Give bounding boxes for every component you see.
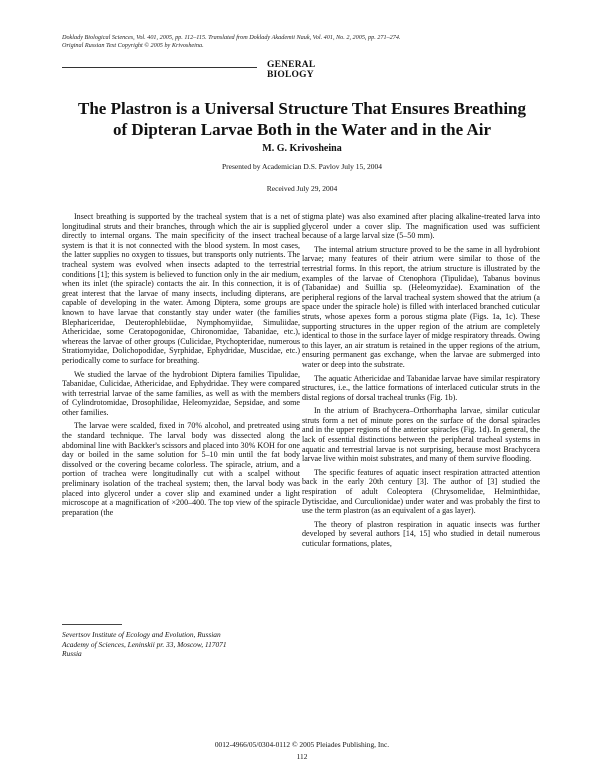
title-line2: of Dipteran Larvae Both in the Water and in the Air (112, 120, 492, 139)
footnote-line2: Academy of Sciences, Leninskii pr. 33, Moscow, 117071 (62, 639, 227, 649)
paragraph: The aquatic Athericidae and Tabanidae larvae have similar respiratory structures, i.e., the lattice formations of interlaced cuticular struts in the distal regions of dorsal tracheal trunks (Fig. 1b). (302, 373, 540, 402)
journal-citation: Doklady Biological Sciences, Vol. 401, 2005, pp. 112–115. Translated from Doklady Akademii Nauk, Vol. 401, No. 2, 2005, pp. 271–274. (62, 34, 401, 41)
journal-header (62, 34, 542, 50)
page-number: 112 (296, 752, 308, 761)
section-name (267, 60, 315, 80)
left-column (62, 212, 300, 521)
section-rule (62, 67, 257, 68)
issn-footer: 0012-4966/05/0304-0112 © 2005 Pleiades Publishing, Inc. (214, 740, 390, 749)
footnote-line1: Severtsov Institute of Ecology and Evolution, Russian (62, 630, 221, 639)
paragraph: Insect breathing is supported by the tracheal system that is a net of longitudinal struts and their branches, through which the air is supplied directly to internal organs. The main specificity of the insect tracheal system is that it is not connected with the blood system. In most cases, the latter supplies no oxygen to tissues, but transports only nutrients. The tracheal system was evolved when insects adapted to the terrestrial conditions [1]; this system is believed to function only in the air medium, when its inlet (the spiracle) contacts the air. In this connection, it is of great interest that the larvae of many insects, including dipterans, are capable of developing in the water. Among Diptera, some groups are known to have larvae that constantly stay under water (the families Blephariceridae, Deuterophlebiidae, Nymphomyiidae, Simuliidae, Athericidae, some Ceratopogonidae, Chironomidae, Tabanidae, etc.), whereas the larvae of other groups (Culicidae, Ptychopteridae, numerous Stratiomyidae, Dolichopodidae, Syrphidae, Ephydridae, Muscidae, etc.) periodically come to surface for breathing. (62, 212, 300, 365)
title-line1: The Plastron is a Universal Structure That Ensures Breathing (77, 99, 527, 118)
paragraph: The larvae were scalded, fixed in 70% alcohol, and pretreated using the standard technique. The larval body was dissected along the abdominal line with Backker's scissors and placed into 30% KOH for one day or boiled in the same solution for 5–10 min until the fat body dissolved or the covering became colorless. The spiracle, atrium, and a portion of trachea were longitudinally cut with a scalpel without preliminary isolation of the tracheal system; then, the larval body was placed into glycerol under a cover slip and examined under a light microscope at a magnification of ×200–400. The top view of the spiracle preparation (the (62, 421, 300, 517)
section-name-line2: BIOLOGY (267, 70, 314, 80)
paragraph: In the atrium of Brachycera–Orthorrhapha larvae, similar cuticular struts form a net of minute pores on the surface of the dorsal spiracles and in the upper regions of the anterior spiracles (Fig. 1d). In general, the lack of essential distinctions between the peripheral tracheal systems in aquatic and terrestrial larvae is not surprising, because most Brachycera larvae live within moist substrates, and many of them survive flooding. (302, 406, 540, 464)
presented-by: Presented by Academician D.S. Pavlov July 15, 2004 (222, 162, 382, 171)
author-name: M. G. Krivosheina (262, 143, 342, 154)
section-name-line1: GENERAL (267, 60, 316, 70)
received-date: Received July 29, 2004 (266, 184, 338, 193)
copyright-line: Original Russian Text Copyright © 2005 by Krivosheina. (62, 42, 204, 49)
footnote-line3: Russia (62, 649, 82, 658)
right-column (302, 212, 540, 553)
article-title (62, 98, 542, 140)
footnote-rule (62, 624, 122, 625)
affiliation-footnote (62, 630, 297, 659)
paragraph: The internal atrium structure proved to be the same in all hydrobiont larvae; many features of their atrium were similar to those of the terrestrial forms. In this report, the atrium structure is illustrated by the examples of the larvae of Ctenophora (Tipulidae), Tabanus bovinus (Tabanidae) and Suillia sp. (Heleomyzidae). Examination of the peripheral regions of the larval tracheal system showed that the atrium (a space under the spiracle hole) is filled with interlaced branched cuticular struts, whose apexes form a porous stigma plate (Figs. 1a, 1c). These supporting structures in the upper region of the atrium are completely identical to those in the surface layer of midge respiratory threads. Owing to this layer, an air stratum is retained in the upper regions of the atrium, ensuring permanent gas exchange, when the larvae are submerged into water or deep into the substrate. (302, 244, 540, 369)
paragraph: We studied the larvae of the hydrobiont Diptera families Tipulidae, Tabanidae, Culicidae, Athericidae, and Ephydridae. They were compared with terrestrial larvae of the same families, as well as with the members of Cylindrotomidae, Drosophilidae, Heleomyzidae, Sepsidae, and some other families. (62, 369, 300, 417)
paragraph: The theory of plastron respiration in aquatic insects was further developed by several authors [14, 15] who studied in detail numerous cuticular formations, plates, (302, 519, 540, 548)
paragraph: stigma plate) was also examined after placing alkaline-treated larva into glycerol under a cover slip. The magnification used was sufficient because of a large larval size (5–50 mm). (302, 212, 540, 241)
paragraph: The specific features of aquatic insect respiration attracted attention back in the early 20th century [3]. The author of [3] studied the respiration of adult Coleoptera (Chrysomelidae, Helminthidae, Dytiscidae, and Curculionidae) under water and was probably the first to use the term plastron (as an equivalent of a gas layer). (302, 467, 540, 516)
